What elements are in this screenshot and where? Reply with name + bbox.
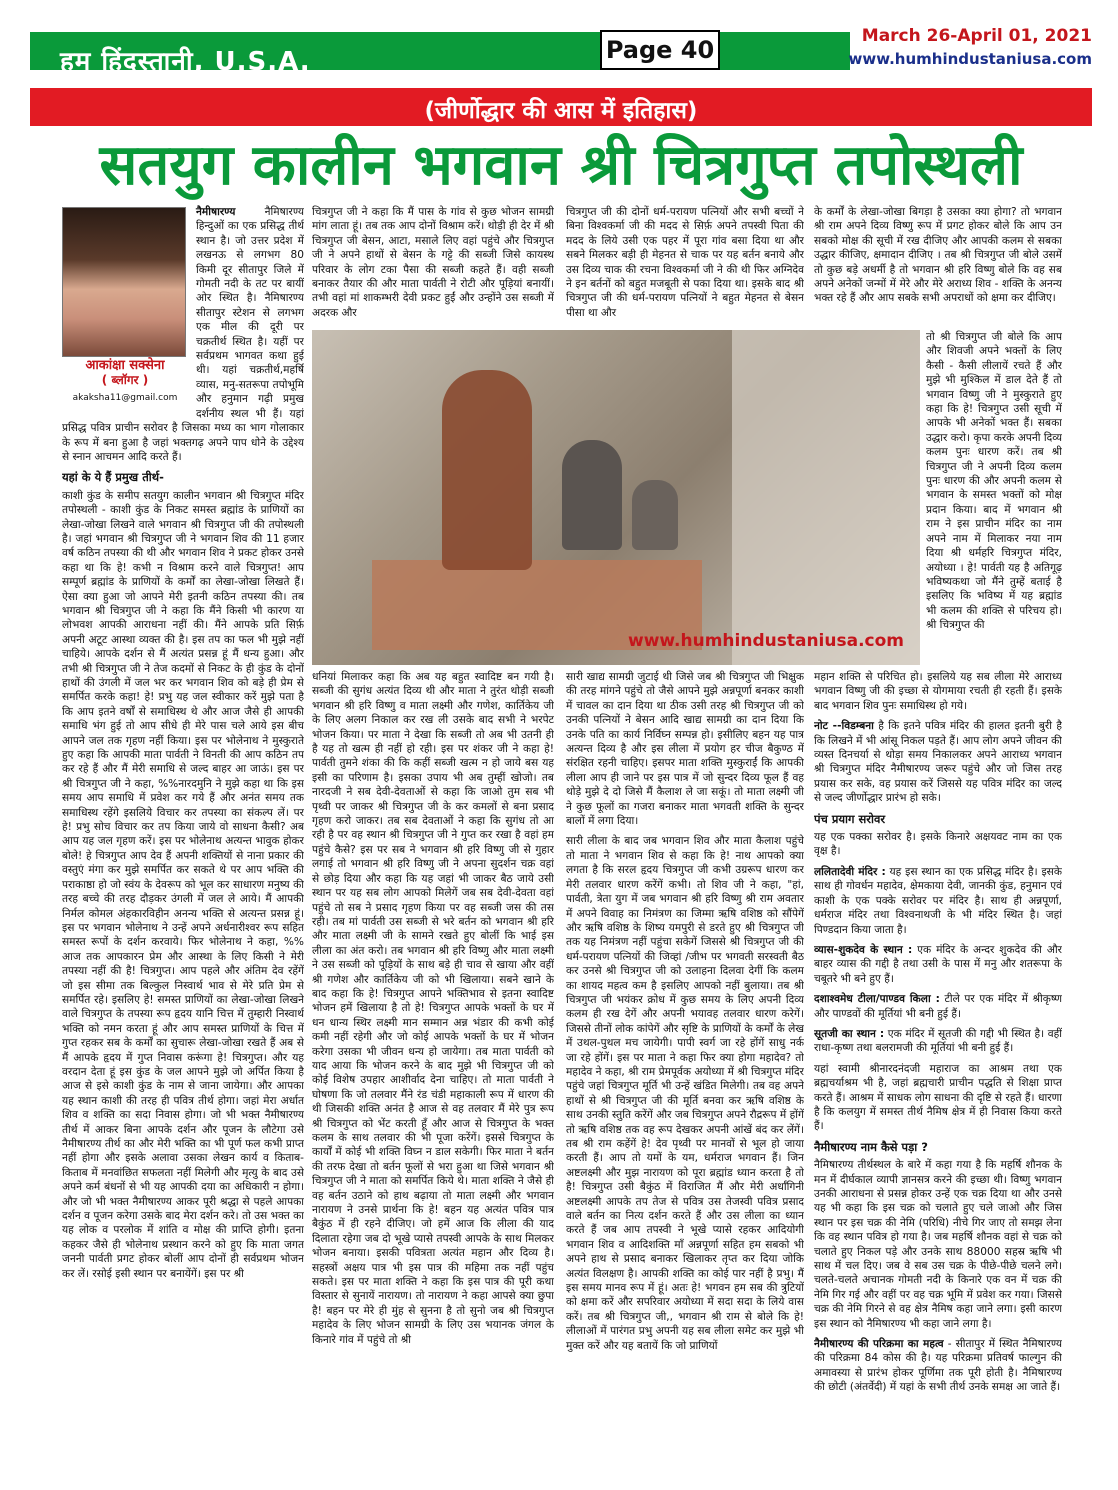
author-email: akaksha11@gmail.com xyxy=(72,392,178,403)
dash-paragraph xyxy=(814,992,1062,1021)
section-subtitle: (जीर्णोद्धार की आस में इतिहास) xyxy=(424,98,698,124)
headline: सतयुग कालीन भगवान श्री चित्रगुप्त तपोस्थली xyxy=(99,133,1023,198)
parikrama-text: - सीतापुर में स्थित नैमिषारण्य की परिक्रमा 84 कोस की है। यह परिक्रमा प्रतिवर्ष फाल्गुन की अमावस्या से प्रारंभ होकर पूर्णिमा तक पूरी होती है। नैमिषारण्य की छोटी (अंतर्वेदी) में यहां के सभी तीर्थ उनके समक्ष आ जाते हैं। xyxy=(814,1338,1062,1394)
column-4-beside-photo xyxy=(926,330,1062,666)
photo-idol-second xyxy=(562,440,622,550)
masthead-band xyxy=(30,32,850,77)
ashram-text: यहां स्वामी श्रीनारदनंदजी महाराज का आश्रम तथा एक ब्रह्मचर्याश्रम भी है, जहां ब्रह्मचारी प्राचीन पद्धति से शिक्षा प्राप्त करते हैं। आश्रम में साधक लोग साधना की दृष्टि से रहते हैं। धारणा है कि कलयुग में समस्त तीर्थ नैमिष क्षेत्र में ही निवास किया करते हैं। xyxy=(814,1062,1062,1133)
column2-top-text: चित्रगुप्त जी ने कहा कि मैं पास के गांव से कुछ भोजन सामग्री मांग लाता हूं। तब तक आप दोनों विश्राम करें। थोड़ी ही देर में श्री चित्रगुप्त जी बेसन, आटा, मसाले लिए वहां पहुंचे और चित्रगुप्त जी ने अपने हाथों से बेसन के गट्टे की सब्जी जिसे कायस्थ परिवार के लोग टका पैसा की सब्जी कहते हैं। वही सब्जी बनाकर तैयार की और माता पार्वती ने रोटी और पूड़ियां बनायीं। तभी वहां मां शाकम्भरी देवी प्रकट हुईं और उन्होंने उस सब्जी में अदरक और xyxy=(312,206,554,319)
parikrama-label: नैमीषारण्य की परिक्रमा का महत्व xyxy=(814,1338,944,1351)
vyas-text: एक मंदिर के अन्दर शुकदेव की और बाहर व्यास की गद्दी है तथा उसी के पास में मनु और शतरूपा के चबूतरे भी बने हुए हैं। xyxy=(814,943,1062,985)
lead-place: नैमीषारण्य xyxy=(196,206,236,218)
lalita-paragraph xyxy=(814,865,1062,937)
photo-wall xyxy=(732,330,920,665)
column4-beside-text: तो श्री चित्रगुप्त जी बोले कि आप और शिवजी अपने भक्तों के लिए कैसी - कैसी लीलायें रचते हैं और मुझे भी मुश्किल में डाल देते हैं तो भगवान विष्णु जी ने मुस्कुराते हुए कहा कि हे! चित्रगुप्त उसी सूची में आपके भी अनेकों भक्त हैं। सबका उद्धार करो। कृपा करके अपनी दिव्य कलम पुनः धारण करें। तब श्री चित्रगुप्त जी ने अपनी दिव्य कलम पुनः धारण की और अपनी कलम से भगवान के समस्त भक्तों को मोक्ष प्रदान किया। बाद में भगवान श्री राम ने इस प्राचीन मंदिर का नाम अपने नाम में मिलाकर नया नाम दिया श्री धर्महरि चित्रगुप्त मंदिर, अयोध्या । हे! पार्वती यह है अतिगूढ़ भविष्यकथा जो मैंने तुम्हें बताई है इसलिए कि भविष्य में यह ब्रह्मांड भी कलम की शक्ति से परिचय हो। श्री चित्रगुप्त की xyxy=(926,331,1062,632)
column2-bottom-text: धनियां मिलाकर कहा कि अब यह बहुत स्वादिष्ट बन गयी है। सब्जी की सुगंध अत्यंत दिव्य थी और माता ने तुरंत थोड़ी सब्जी भगवान श्री हरि विष्णु व माता लक्ष्मी और गणेश, कार्तिकेय जी के लिए अलग निकाल कर रख ली उसके बाद सभी ने भरपेट भोजन किया। पर माता ने देखा कि सब्जी तो अब भी उतनी ही है यह तो खत्म ही नहीं हो रही। इस पर शंकर जी ने कहा हे! पार्वती तुमने शंका की कि कहीं सब्जी खत्म न हो जाये बस यह इसी का परिणाम है। इसका उपाय भी अब तुम्हीं खोजो। तब नारदजी ने सब देवी-देवताओं से कहा कि जाओ तुम सब भी पृथ्वी पर जाकर श्री चित्रगुप्त जी के कर कमलों से बना प्रसाद गृहण करो जाकर। तब सब देवताओं ने कहा कि सुगंध तो आ रही है पर वह स्थान श्री चित्रगुप्त जी ने गुप्त कर रखा है वहां हम पहुंचे कैसे? इस पर सब ने भगवान श्री हरि विष्णु जी से गुहार लगाई तो भगवान श्री हरि विष्णु जी ने अपना सुदर्शन चक्र वहां से छोड़ दिया और कहा कि यह जहां भी जाकर बैठ जाये उसी स्थान पर यह सब लोग आपको मिलेगें जब सब देवी-देवता वहां पहुंचे तो सब ने प्रसाद गृहण किया पर वह सब्जी जस की तस रही। तब मां पार्वती उस सब्जी से भरे बर्तन को भगवान श्री हरि और माता लक्ष्मी जी के सामने रखते हुए बोलीं कि भाई इस लीला का अंत करो। तब भगवान श्री हरि विष्णु और माता लक्ष्मी ने उस सब्जी को पूड़ियों के साथ बड़े ही चाव से खाया और वहीं श्री गणेश और कार्तिकेय जी को भी खिलाया। सबने खाने के बाद कहा कि हे! चित्रगुप्त आपने भक्तिभाव से इतना स्वादिष्ट भोजन हमें खिलाया है तो हे! चित्रगुप्त आपके भक्तों के घर में धन धान्य स्थिर लक्ष्मी मान सम्मान अन्न भंडार की कभी कोई कमी नहीं रहेगी और जो कोई आपके भक्तों के घर में भोजन करेगा उसका भी जीवन धन्य हो जायेगा। तब माता पार्वती को याद आया कि भोजन करने के बाद मुझे भी चित्रगुप्त जी को कोई विशेष उपहार आशीर्वाद देना चाहिए। तो माता पार्वती ने घोषणा कि जो तलवार मैंने रंड चंडी महाकाली रूप में धारण की थी जिसकी शक्ति अनंत है आज से वह तलवार मैं मेरे पुत्र रूप श्री चित्रगुप्त को भेंट करती हूँ और आज से चित्रगुप्त के भक्त कलम के साथ तलवार की भी पूजा करेंगें। इससे चित्रगुप्त के कार्यों में कोई भी शक्ति विघ्न न डाल सकेगी। फिर माता ने बर्तन की तरफ देखा तो बर्तन फूलों से भरा हुआ था जिसे भगवान श्री चित्रगुप्त जी ने माता को समर्पित किये थे। माता शक्ति ने जैसे ही वह बर्तन उठाने को हाथ बढ़ाया तो माता लक्ष्मी और भगवान नारायण ने उनसे प्रार्थना कि हे! बहन यह अत्यंत पवित्र पात्र बैकुंठ में ही रहने दीजिए। जो हमें आज कि लीला की याद दिलाता रहेगा जब दो भूखे प्यासे तपस्वी आपके के साथ मिलकर भोजन बनाया। इसकी पवित्रता अत्यंत महान और दिव्य है। सहस्त्रों अक्षय पात्र भी इस पात्र की महिमा तक नहीं पहुंच सकते। इस पर माता शक्ति ने कहा कि इस पात्र की पूरी कथा विस्तार से सुनायें नारायण। तो नारायण ने कहा आपसे क्या छुपा है! बहन पर मेरे ही मुंह से सुनना है तो सुनो जब श्री चित्रगुप्त महादेव के लिए भोजन सामग्री के लिए उस भयानक जंगल के किनारे गांव में पहुंचे तो श्री xyxy=(312,671,554,1346)
temple-photo xyxy=(312,330,920,665)
soot-paragraph xyxy=(814,1027,1062,1056)
intro-body: नैमिषारण्य हिन्दुओं का एक प्रसिद्ध तीर्थ स्थान है। जो उत्तर प्रदेश में लखनऊ से लगभग 80 किमी दूर सीतापुर जिले में गोमती नदी के तट पर बायीं ओर स्थित है। नैमिषारण्य सीतापुर स्टेशन से लगभग एक मील की दूरी पर चक्रतीर्थ स्थित है। यहीं पर सर्वप्रथम भागवत कथा हुई थी। यहां चक्रतीर्थ,महर्षि व्यास, मनु-सतरूपा तपोभूमि और हनुमान गढ़ी प्रमुख दर्शनीय स्थल भी हैं। यहां प्रसिद्ध पवित्र प्राचीन सरोवर है जिसका मध्य का भाग गोलाकार के रूप में बना हुआ है जहां भक्तगढ़ अपने पाप धोने के उद्देश्य से स्नान आचमन आदि करते हैं। xyxy=(62,206,304,463)
intro-text xyxy=(62,206,304,463)
column3-top-text: चित्रगुप्त जी की दोनों धर्म-परायण पत्नियों और सभी बच्चों ने बिना विश्वकर्मा जी की मदद से सिर्फ़ अपने तपस्वी पिता की मदद के लिये उसी एक पहर में पूरा गांव बसा दिया था और सबने मिलकर बड़ी ही मेहनत से चाक पर यह बर्तन बनाये और उस दिव्य चाक की रचना विश्वकर्मा जी ने की थी फिर अग्निदेव ने इन बर्तनों को बहुत मजबूती से पका दिया था। इसके बाद श्री चित्रगुप्त जी की धर्म-परायण पत्नियों ने बहुत मेहनत से बेसन पीसा था और xyxy=(566,206,804,319)
column-1 xyxy=(62,205,304,1455)
intro-paragraph xyxy=(62,205,304,464)
lalita-text: यह इस स्थान का एक प्रसिद्ध मंदिर है। इसके साथ ही गोवर्धन महादेव, क्षेमकाया देवी, जानकी कुंड, हनुमान एवं काशी के एक पक्के सरोवर पर मंदिर है। साथ ही अन्नपूर्णा, धर्मराज मंदिर तथा विश्वनाथजी के भी मंदिर स्थित है। जहां पिण्डदान किया जाता है। xyxy=(814,865,1062,936)
dateline xyxy=(848,26,1092,68)
name-heading: नैमीषारण्य नाम कैसे पड़ा ? xyxy=(814,1139,928,1154)
photo-idol-third xyxy=(632,480,678,550)
name-text: नैमिषारण्य तीर्थस्थल के बारे में कहा गया है कि महर्षि शौनक के मन में दीर्घकाल व्यापी ज्ञानसत्र करने की इच्छा थी। विष्णु भगवान उनकी आराधना से प्रसन्न होकर उन्हें एक चक्र दिया था और उनसे यह भी कहा कि इस चक्र को चलाते हुए चले जाओ और जिस स्थान पर इस चक्र की नेमि (परिधि) नीचे गिर जाए तो समझ लेना कि वह स्थान पवित्र हो गया है। जब महर्षि शौनक वहां से चक्र को चलाते हुए निकल पड़े और उनके साथ 88000 सहस्र ऋषि भी साथ में चल दिए। जब वे सब उस चक्र के पीछे-पीछे चलने लगे। चलते-चलते अचानक गोमती नदी के किनारे एक वन में चक्र की नेमि गिर गई और वहीं पर वह चक्र भूमि में प्रवेश कर गया। जिससे चक्र की नेमि गिरने से वह क्षेत्र नैमिष कहा जाने लगा। इसी कारण इस स्थान को नैमिषारण्य भी कहा जाने लगा है। xyxy=(814,1159,1062,1330)
column4-top-text: के कर्मों के लेखा-जोखा बिगड़ा है उसका क्या होगा? तो भगवान श्री राम अपने दिव्य विष्णु रूप में प्रगट होकर बोले कि आप उन सबको मोक्ष की सूची में रख दीजिए और आपकी कलम से सबका उद्धार कीजिए, क्षमादान दीजिए । तब श्री चित्रगुप्त जी बोले उसमें तो कुछ बड़े अधर्मी है तो भगवान श्री हरि विष्णु बोले कि वह सब अपने अनेकों जन्मों में मेरे और मेरे अराध्य शिव - शक्ति के अनन्य भक्त रहे हैं और आप सबके सभी अपराधों को क्षमा कर दीजिए। xyxy=(814,206,1062,305)
website-link[interactable]: www.humhindustaniusa.com xyxy=(848,50,1092,68)
subtitle-band xyxy=(30,88,1092,126)
soot-label: सूतजी का स्थान : xyxy=(814,1027,885,1040)
subhead-tirth: यहां के ये हैं प्रमुख तीर्थ- xyxy=(62,470,164,485)
author-role: ( ब्लॉगर ) xyxy=(101,373,149,388)
author-block xyxy=(62,207,188,405)
dash-text: टीले पर एक मंदिर में श्रीकृष्ण और पाण्डवों की मूर्तियां भी बनी हुई हैं। xyxy=(814,993,1062,1020)
column1-body: काशी कुंड के समीप सतयुग कालीन भगवान श्री चित्रगुप्त मंदिर तपोस्थली - काशी कुंड के निकट समस्त ब्रह्मांड के प्राणियों का लेखा-जोखा लिखने वाले भगवान श्री चित्रगुप्त जी की तपोस्थली है। जहां भगवान श्री चित्रगुप्त जी ने भगवान शिव की 11 हजार वर्ष कठिन तपस्या की थी और भगवान शिव ने प्रकट होकर उनसे कहा था कि हे! कभी न विश्राम करने वाले चित्रगुप्त! आप सम्पूर्ण ब्रह्मांड के प्राणियों के कर्मों का लेखा-जोखा लिखते हैं। ऐसा क्या हुआ जो आपने मेरी इतनी कठिन तपस्या की। तब भगवान श्री चित्रगुप्त जी ने कहा कि मैंने किसी भी कारण या लोभवश आपकी आराधना नहीं की। मैंने आपके प्रति सिर्फ़ अपनी अटूट आस्था व्यक्त की है। इस तप का फल भी मुझे नहीं चाहिये। आपके दर्शन से मैं अत्यंत प्रसन्न हूं मैं धन्य हुआ। और तभी श्री चित्रगुप्त जी ने तेज कदमों से निकट के ही कुंड के दोनों हाथों की उंगली में जल भर कर भगवान शिव को बड़े ही प्रेम से समर्पित करके कहा! हे! प्रभु यह जल स्वीकार करें मुझे पता है कि आप इतने वर्षों से समाधिस्थ थे और आज जैसे ही आपकी समाधि भंग हुई तो आप सीधे ही मेरे पास चले आये इस बीच आपने जल तक गृहण नहीं किया। इस पर भोलेनाथ ने मुस्कुराते हुए कहा कि आपकी माता पार्वती ने विनती की आप कठिन तप कर रहे हैं और मैं मेरी समाधि से जल्द बाहर आ जाऊं। इस पर श्री चित्रगुप्त जी ने कहा, %%नारदमुनि ने मुझे कहा था कि इस समय आप समाधि में प्रवेश कर गये हैं और अनंत समय तक समाधिस्थ रहेंगे इसलिये विचार कर तपस्या का संकल्प लें। पर हे! प्रभु सोच विचार कर तप किया जाये वो साधना कैसी? अब आप यह जल गृहण करें। इस पर भोलेनाथ अत्यन्त भावुक होकर बोले! हे चित्रगुप्त आप देव हैं अपनी शक्तियों से नाना प्रकार की वस्तुएं मंगा कर मुझे समर्पित कर सकते थे पर आप भक्ति की पराकाष्ठा हो जो स्वंय के देवरूप को भूल कर साधारण मनुष्य की तरह बच्चे की तरह दौड़कर उंगली में जल ले आये। मैं आपकी निर्मल कोमल अंहकारविहीन अनन्य भक्ति से अत्यन्त प्रसन्न हूं। इस पर भगवान भोलेनाथ ने उन्हें अपने अर्धनारीश्वर रूप सहित समस्त रूपों के दर्शन करवाये। फिर भोलेनाथ ने कहा, %% आज तक आपकारन प्रेम और आस्था के लिए किसी ने मेरी तपस्या नहीं की है! चित्रगुप्त। आप पहले और अंतिम देव रहेंगें जो इस सीमा तक बिल्कुल निस्वार्थ भाव से मेरे प्रति प्रेम से समर्पित रहे। इसलिए हे! समस्त प्राणियों का लेखा-जोखा लिखने वाले चित्रगुप्त के तपस्या रूप हृदय यानि चित्त में तुम्हारी निस्वार्थ भक्ति को नमन करता हूं और आप समस्त प्राणियों के चित्त में गुप्त रहकर सब के कर्मों का सुचारू लेखा-जोखा रखते हैं अब से मैं आपके हृदय में गुप्त निवास करूंगा हे! चित्रगुप्त। और यह वरदान देता हूं इस कुंड के जल आपने मुझे जो अर्पित किया है आज से इसे काशी कुंड के नाम से जाना जायेगा। और आपका यह स्थान काशी की तरह ही पवित्र तीर्थ होगा। जहां मेरा अर्धात शिव व शक्ति का सदा निवास होगा। जो भी भक्त नैमीषारण्य तीर्थ में आकर बिना आपके दर्शन और पूजन के लौटेगा उसे नैमीषारण्य तीर्थ का और मेरी भक्ति का भी पूर्ण फल कभी प्राप्त नहीं होगा और इसके अलावा उसका लेखन कार्य व किताब-किताब में मनवांछित सफलता नहीं मिलेगी और मृत्यु के बाद उसे अपने कर्म बंधनों से भी यह आपकी दया का अधिकारी न होगा। और जो भी भक्त नैमीषारण्य आकर पूरी श्रद्धा से पहले आपका दर्शन व पूजन करेगा उसके बाद मेरा दर्शन करे। तो उस भक्त का यह लोक व परलोक में शांति व मोक्ष की प्राप्ति होगी। इतना कहकर जैसे ही भोलेनाथ प्रस्थान करने को हुए कि माता जगत जननी पार्वती प्रगट होकर बोलीं आप दोनों ही सर्वप्रथम भोजन कर लें। रसोई इसी स्थान पर बनायेंगें। इस पर श्री xyxy=(62,489,304,1280)
column-2-top xyxy=(312,205,554,327)
dash-label: दशाश्वमेध टीला/पाण्डव किला : xyxy=(814,993,940,1006)
column-2-bottom xyxy=(312,670,554,1455)
sarovar-text: यह एक पक्का सरोवर है। इसके किनारे अक्षयवट नाम का एक वृक्ष है। xyxy=(814,831,1062,858)
column4-continue: महान शक्ति से परिचित हो। इसलिये यह सब लीला मेरे आराध्य भगवान विष्णु जी की इच्छा से योगमाया रचती ही रहती हैं। इसके बाद भगवान शिव पुनः समाधिस्थ हो गये। xyxy=(814,671,1062,712)
column-4-top xyxy=(814,205,1062,331)
note-label: नोट --विडम्बना xyxy=(814,720,874,733)
column-4-bottom xyxy=(814,670,1062,1455)
column3-bottom-text-1: सारी खाद्य सामग्री जुटाई थी जिसे जब श्री चित्रगुप्त जी भिक्षुक की तरह मांगने पहुंचे तो जैसे आपने मुझे अन्नपूर्णा बनकर काशी में चावल का दान दिया था ठीक उसी तरह श्री चित्रगुप्त जी को उनकी पत्नियों ने बेसन आदि खाद्य सामग्री का दान दिया कि उनके पति का कार्य निर्विघ्न सम्पन्न हो। इसीलिए बहन यह पात्र अत्यन्त दिव्य है और इस लीला में प्रयोग हर चीज बैकुण्ठ में संरक्षित रहनी चाहिए। इसपर माता शक्ति मुस्कुराईं कि आपकी लीला आप ही जाने पर इस पात्र में जो सुन्दर दिव्य फूल हैं वह थोड़े मुझे दे दो जिसे मैं कैलाश ले जा सकूं। तो माता लक्ष्मी जी ने कुछ फूलों का गजरा बनाकर माता भगवती शक्ति के सुन्दर बालों में लगा दिया। xyxy=(566,671,804,828)
issue-date: March 26-April 01, 2021 xyxy=(861,26,1092,46)
vyas-label: व्यास-शुकदेव के स्थान : xyxy=(814,943,913,956)
note-text: है कि इतने पवित्र मंदिर की हालत इतनी बुरी है कि लिखने में भी आंसू निकल पड़ते हैं। आप लोग अपने जीवन की व्यस्त दिनचर्या से थोड़ा समय निकालकर अपने आराध्य भगवान श्री चित्रगुप्त मंदिर नैमीषारण्य जरूर पहुंचे और जो जिस तरह प्रयास कर सके, वह प्रयास करें जिससे यह पवित्र मंदिर का जल्द से जल्द जीर्णोद्धार प्रारंभ हो सके। xyxy=(814,720,1062,805)
author-photo xyxy=(62,207,186,357)
parikrama-paragraph xyxy=(814,1337,1062,1395)
page-label: Page 40 xyxy=(600,30,720,70)
column3-bottom-text-2: सारी लीला के बाद जब भगवान शिव और माता कैलाश पहुंचे तो माता ने भगवान शिव से कहा कि हे! नाथ आपको क्या लगता है कि सरल हृदय चित्रगुप्त जी कभी उग्ररूप धारण कर मेरी तलवार धारण करेंगें कभी। तो शिव जी ने कहा, "हां, पार्वती, त्रेता युग में जब भगवान श्री हरि विष्णु श्री राम अवतार में अपने विवाह का निमंत्रण का जिम्मा ऋषि वशिष्ठ को सौंपेगें और ऋषि वशिष्ठ के शिष्य यमपुरी से डरते हुए श्री चित्रगुप्त जी तक यह निमंत्रण नहीं पहुंचा सकेगें जिससे श्री चित्रगुप्त जी की धर्म-परायण पत्नियों की जिव्हां /जीभ पर भगवती सरस्वती बैठ कर उनसे श्री चित्रगुप्त जी को उलाहना दिलवा देगीं कि कलम का शायद महत्व कम है इसलिए आपको नहीं बुलाया। तब श्री चित्रगुप्त जी भयंकर क्रोध में कुछ समय के लिए अपनी दिव्य कलम ही रख देगें और अपनी भयावह तलवार धारण करेगें। जिससे तीनों लोक कांपेगें और सृष्टि के प्राणियों के कर्मों के लेख में उथल-पुथल मच जायेगी। पापी स्वर्ग जा रहे होंगें साधु नर्क जा रहे होंगें। इस पर माता ने कहा फिर क्या होगा महादेव? तो महादेव ने कहा, श्री राम प्रेमपूर्वक अयोध्या में श्री चित्रगुप्त मंदिर पहुंचे जहां चित्रगुप्त मूर्ति भी उन्हें खंडित मिलेगी। तब वह अपने हाथों से श्री चित्रगुप्त जी की मूर्ति बनवा कर ऋषि वशिष्ठ के साथ उनकी स्तुति करेंगें और जब चित्रगुप्त अपने रौद्ररूप में होंगें तो ऋषि वशिष्ठ तक वह रूप देखकर अपनी आंखें बंद कर लेंगें। तब श्री राम कहेंगें हे! देव पृथ्वी पर मानवों से भूल हो जाया करती हैं। आप तो यमों के यम, धर्मराज भगवान हैं। जिन अष्टलक्ष्मी और मुझ नारायण को पूरा ब्रह्मांड ध्यान करता है तो है! चित्रगुप्त उसी बैकुंठ में विराजित मैं और मेरी अर्धांगिनी अष्टलक्ष्मी आपके तप तेज से पवित्र उस तेजस्वी पवित्र प्रसाद वाले बर्तन का नित्य दर्शन करते हैं और उस लीला का ध्यान करते हैं जब आप तपस्वी ने भूखे प्यासे रहकर आदियोगी भगवान शिव व आदिशक्ति माँ अन्नपूर्णा सहित हम सबको भी अपने हाथ से प्रसाद बनाकर खिलाकर तृप्त कर दिया जोकि अत्यंत विलक्षण है। आपकी शक्ति का कोई पार नहीं है प्रभु। मैं इस समय मानव रूप में हूं। अतः हे! भगवन हम सब की त्रुटियों को क्षमा करें और सपरिवार अयोध्या में सदा सदा के लिये वास करें। तब श्री चित्रगुप्त जी,, भगवान श्री राम से बोले कि हे! लीलाओं में पारंगत प्रभु अपनी यह सब लीला समेट कर मुझे भी मुक्त करें और यह बतायें कि जो प्राणियों xyxy=(566,835,804,1352)
lalita-label: ललितादेवी मंदिर : xyxy=(814,865,886,878)
column-3-top xyxy=(566,205,804,327)
photo-idol-main xyxy=(442,370,532,570)
vyas-paragraph xyxy=(814,943,1062,986)
masthead xyxy=(30,26,1092,84)
note-paragraph xyxy=(814,719,1062,805)
column-3-bottom xyxy=(566,670,804,1455)
soot-text: एक मंदिर में सूतजी की गद्दी भी स्थित है। वहीं राधा-कृष्ण तथा बलरामजी की मूर्तियां भी बनी हुई हैं। xyxy=(814,1027,1062,1055)
paper-name: हम हिंदुस्तानी, U.S.A. xyxy=(60,47,311,77)
photo-credit: www.humhindustaniusa.com xyxy=(628,631,904,651)
sarovar-heading: पंच प्रयाग सरोवर xyxy=(814,811,886,826)
author-name: आकांक्षा सक्सेना xyxy=(85,358,165,373)
